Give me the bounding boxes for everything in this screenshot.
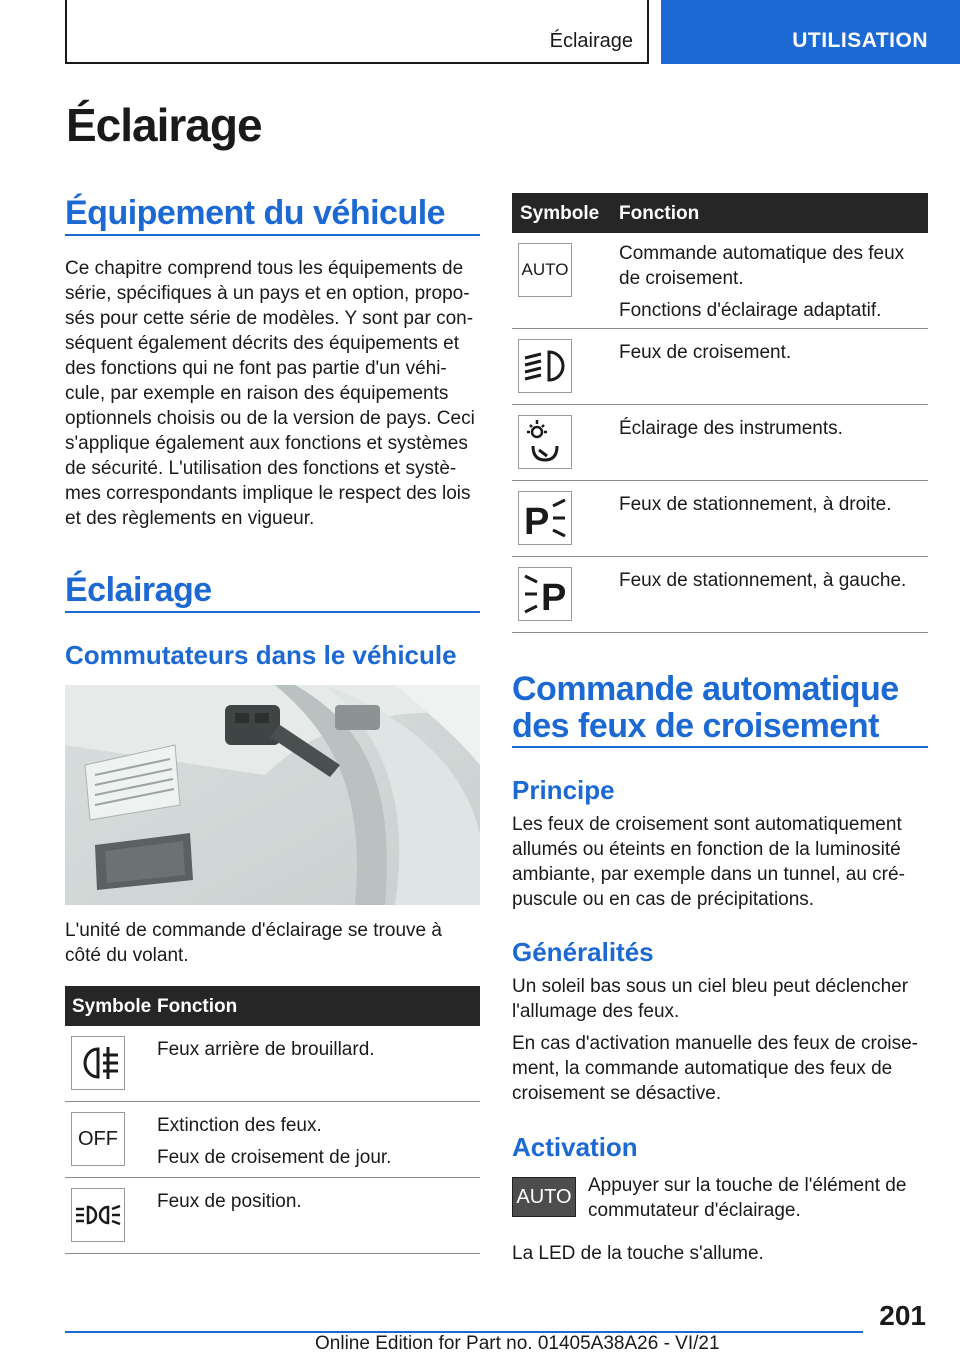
heading-equipment: Équipement du véhicule — [65, 194, 446, 232]
header-section-label: UTILISATION — [792, 29, 928, 52]
off-icon: OFF — [71, 1112, 125, 1166]
switch-caption: L'unité de commande d'éclairage se trouve à côté du volant. — [65, 920, 442, 966]
heading-rule — [65, 611, 480, 613]
row-text: Extinction des feux. Feux de croisement de jour. — [157, 1115, 392, 1168]
heading-switches: Commutateurs dans le véhicule — [65, 640, 457, 670]
svg-text:P: P — [541, 577, 567, 619]
auto-button-icon: AUTO — [512, 1177, 576, 1217]
activation-paragraph: Appuyer sur la touche de l'élément de commutateur d'éclairage. — [588, 1175, 907, 1221]
svg-text:P: P — [524, 501, 550, 543]
principle-paragraph: Les feux de croisement sont automatiquement allumés ou éteints en fonction de la luminosité ambiante, par exemple dans un tunnel, au cré‐ puscule ou en cas de précipitations. — [512, 814, 905, 910]
table-row — [512, 233, 928, 329]
heading-principle: Principe — [512, 775, 615, 805]
rear-fog-light-icon — [71, 1036, 125, 1090]
auto-icon: AUTO — [518, 243, 572, 297]
intro-paragraph: Ce chapitre comprend tous les équipements de série, spécifiques à un pays et en option, propo‐ sés pour cette série de modèles. Y sont par con‐ séquent également décrits des équipements et des fonctions qui ne font pas partie d'un véhi‐ cule, par exemple en raison des équipements optionnels choisis ou de la version de pays. Ceci s'applique également aux fonctions et systèmes de sécurité. L'utilisation des fonctions et systè‐ mes correspondants implique le respect des lois et des règlements en vigueur. — [65, 258, 475, 529]
symbol-table-right — [512, 193, 928, 633]
col-symbol: Symbole — [520, 203, 600, 224]
table-row — [512, 329, 928, 405]
table-header — [512, 193, 928, 233]
table-row — [512, 557, 928, 633]
parking-light-left-icon — [518, 567, 572, 621]
row-text: Feux arrière de brouillard. — [157, 1039, 375, 1060]
heading-rule — [65, 234, 480, 236]
header-chapter: Éclairage — [549, 30, 633, 52]
row-text: Éclairage des instruments. — [619, 418, 843, 439]
row-text: Feux de stationnement, à droite. — [619, 494, 892, 515]
heading-activation: Activation — [512, 1132, 638, 1162]
col-symbol: Symbole — [72, 996, 152, 1017]
instrument-lighting-icon — [518, 415, 572, 469]
parking-light-right-icon — [518, 491, 572, 545]
position-lights-icon — [71, 1188, 125, 1242]
light-switch-photo — [65, 685, 480, 905]
table-row — [65, 1178, 480, 1254]
header-section-tab — [661, 0, 960, 64]
general-paragraph-2: En cas d'activation manuelle des feux de croise‐ ment, la commande automatique des feux de croisement se désactive. — [512, 1033, 919, 1104]
row-text: Feux de croisement. — [619, 342, 792, 363]
table-row — [65, 1102, 480, 1178]
table-row — [512, 405, 928, 481]
row-text: Feux de stationnement, à gauche. — [619, 570, 907, 591]
symbol-table-left — [65, 986, 480, 1254]
col-function: Fonction — [619, 203, 700, 224]
table-row — [512, 481, 928, 557]
row-text: Commande automatique des feux de croisement. Fonctions d'éclairage adaptatif. — [619, 243, 905, 321]
general-paragraph-1: Un soleil bas sous un ciel bleu peut déclencher l'allumage des feux. — [512, 976, 909, 1022]
low-beam-icon — [518, 339, 572, 393]
row-text: Feux de position. — [157, 1191, 302, 1212]
page-title: Éclairage — [66, 99, 262, 151]
heading-auto-low-beam: Commande automatique des feux de croisement — [512, 670, 899, 745]
header-chapter-box — [65, 0, 649, 64]
page-number: 201 — [879, 1300, 926, 1331]
footer-edition: Online Edition for Part no. 01405A38A26 - VI/21 — [315, 1333, 720, 1354]
heading-lighting: Éclairage — [65, 571, 212, 609]
heading-general: Généralités — [512, 937, 654, 967]
table-header — [65, 986, 480, 1026]
led-paragraph: La LED de la touche s'allume. — [512, 1243, 764, 1264]
heading-rule — [512, 746, 928, 748]
table-row — [65, 1026, 480, 1102]
col-function: Fonction — [157, 996, 238, 1017]
